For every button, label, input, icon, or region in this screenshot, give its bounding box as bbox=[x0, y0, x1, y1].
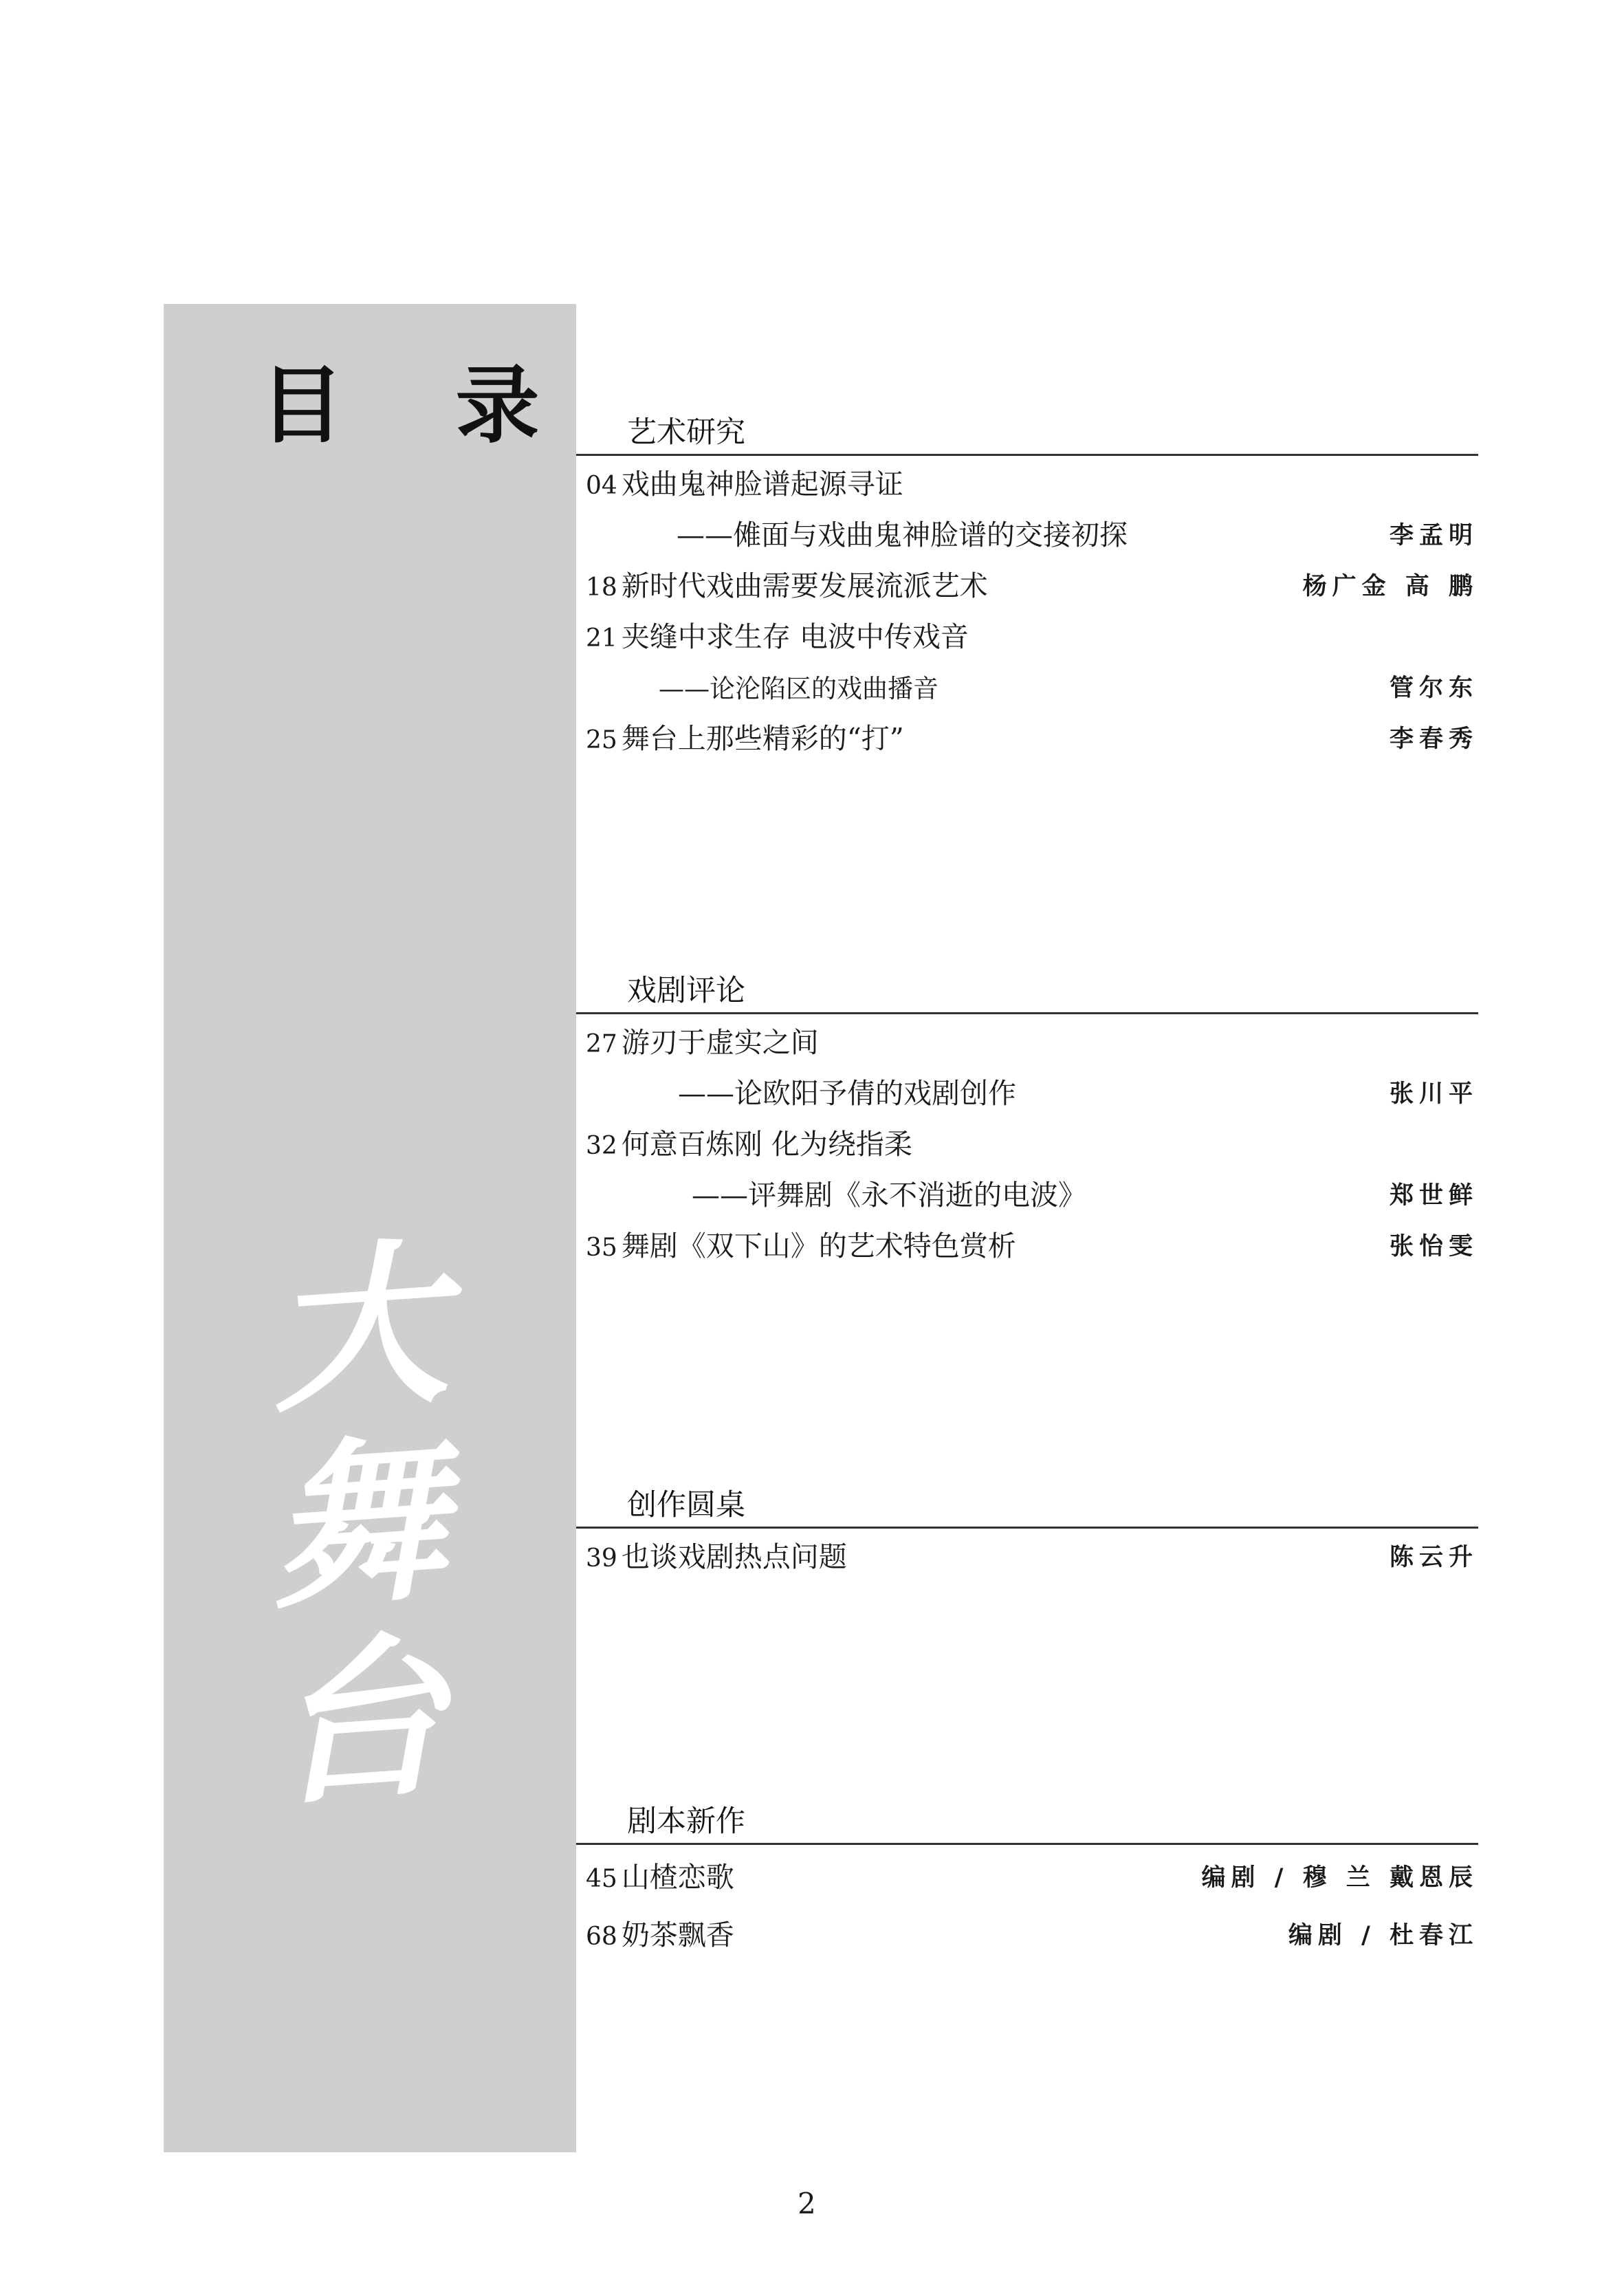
toc-title: 目 录 bbox=[260, 356, 581, 455]
toc-entry[interactable] bbox=[576, 1014, 1478, 1065]
section-header bbox=[576, 1478, 1478, 1529]
entry-author: 李孟明 bbox=[1389, 521, 1478, 549]
toc-entry-subtitle[interactable] bbox=[576, 1065, 1478, 1116]
page-number: 2 bbox=[798, 2187, 816, 2220]
page-ref: 35 bbox=[586, 1234, 617, 1262]
entry-author: 编剧 / 杜春江 bbox=[1288, 1921, 1478, 1949]
entry-subtitle: ——评舞剧《永不消逝的电波》 bbox=[692, 1179, 1086, 1212]
entry-author: 郑世鲜 bbox=[1389, 1181, 1478, 1210]
entry-title: 何意百炼刚 化为绕指柔 bbox=[621, 1128, 912, 1161]
toc-entry[interactable] bbox=[576, 1903, 1478, 1960]
section-title: 艺术研究 bbox=[627, 415, 745, 450]
toc-entry[interactable] bbox=[576, 710, 1478, 761]
entry-subtitle: ——论欧阳予倩的戏剧创作 bbox=[678, 1077, 1016, 1110]
brand-char-1: 大 bbox=[263, 1220, 452, 1438]
page-ref: 39 bbox=[586, 1544, 617, 1573]
entry-author: 杨广金 高 鹏 bbox=[1302, 572, 1478, 600]
section-header bbox=[576, 406, 1478, 456]
toc-entry-subtitle[interactable] bbox=[576, 507, 1478, 558]
section-creative-roundtable bbox=[576, 1478, 1478, 1579]
entry-author: 管尔东 bbox=[1389, 674, 1478, 702]
section-title: 创作圆桌 bbox=[627, 1488, 745, 1522]
entry-author: 张怡雯 bbox=[1389, 1232, 1478, 1260]
page-ref: 32 bbox=[586, 1132, 617, 1160]
section-header bbox=[576, 1795, 1478, 1845]
toc-entry[interactable] bbox=[576, 1845, 1478, 1903]
brand-char-3: 台 bbox=[263, 1612, 452, 1830]
magazine-brand-logo bbox=[263, 1220, 452, 1830]
entry-title: 奶茶飘香 bbox=[621, 1918, 734, 1952]
toc-entry-subtitle[interactable] bbox=[576, 1167, 1478, 1218]
page-ref: 04 bbox=[586, 472, 617, 500]
entry-subtitle: ——傩面与戏曲鬼神脸谱的交接初探 bbox=[677, 518, 1128, 551]
section-title: 剧本新作 bbox=[627, 1804, 745, 1839]
section-art-research bbox=[576, 406, 1478, 761]
page-ref: 25 bbox=[586, 726, 617, 754]
entry-title: 游刃于虚实之间 bbox=[621, 1026, 819, 1059]
entry-title: 山楂恋歌 bbox=[621, 1861, 734, 1894]
section-header bbox=[576, 964, 1478, 1014]
toc-entry[interactable] bbox=[576, 609, 1478, 659]
entry-author: 编剧 / 穆 兰 戴恩辰 bbox=[1201, 1863, 1478, 1892]
entry-title: 舞台上那些精彩的“打” bbox=[621, 722, 904, 755]
page-ref: 21 bbox=[586, 624, 617, 653]
entry-author: 张川平 bbox=[1389, 1080, 1478, 1108]
page-ref: 27 bbox=[586, 1030, 617, 1058]
section-drama-review bbox=[576, 964, 1478, 1269]
brand-char-2: 舞 bbox=[263, 1417, 452, 1635]
toc-entry[interactable] bbox=[576, 1529, 1478, 1579]
toc-entry[interactable] bbox=[576, 558, 1478, 609]
toc-entry[interactable] bbox=[576, 456, 1478, 507]
entry-title: 新时代戏曲需要发展流派艺术 bbox=[621, 569, 988, 602]
entry-subtitle: ——论沦陷区的戏曲播音 bbox=[659, 674, 939, 703]
entry-author: 陈云升 bbox=[1389, 1543, 1478, 1571]
page-ref: 18 bbox=[586, 573, 617, 602]
toc-entry[interactable] bbox=[576, 1116, 1478, 1167]
page-ref: 45 bbox=[586, 1865, 617, 1893]
entry-title: 也谈戏剧热点问题 bbox=[621, 1540, 847, 1573]
toc-entry-subtitle[interactable] bbox=[576, 659, 1478, 710]
entry-title: 夹缝中求生存 电波中传戏音 bbox=[621, 620, 969, 653]
toc-entry[interactable] bbox=[576, 1218, 1478, 1269]
entry-author: 李春秀 bbox=[1389, 725, 1478, 753]
section-title: 戏剧评论 bbox=[627, 974, 745, 1008]
page-ref: 68 bbox=[586, 1923, 617, 1951]
section-new-scripts bbox=[576, 1795, 1478, 1960]
entry-title: 舞剧《双下山》的艺术特色赏析 bbox=[621, 1229, 1016, 1262]
entry-title: 戏曲鬼神脸谱起源寻证 bbox=[621, 468, 903, 501]
